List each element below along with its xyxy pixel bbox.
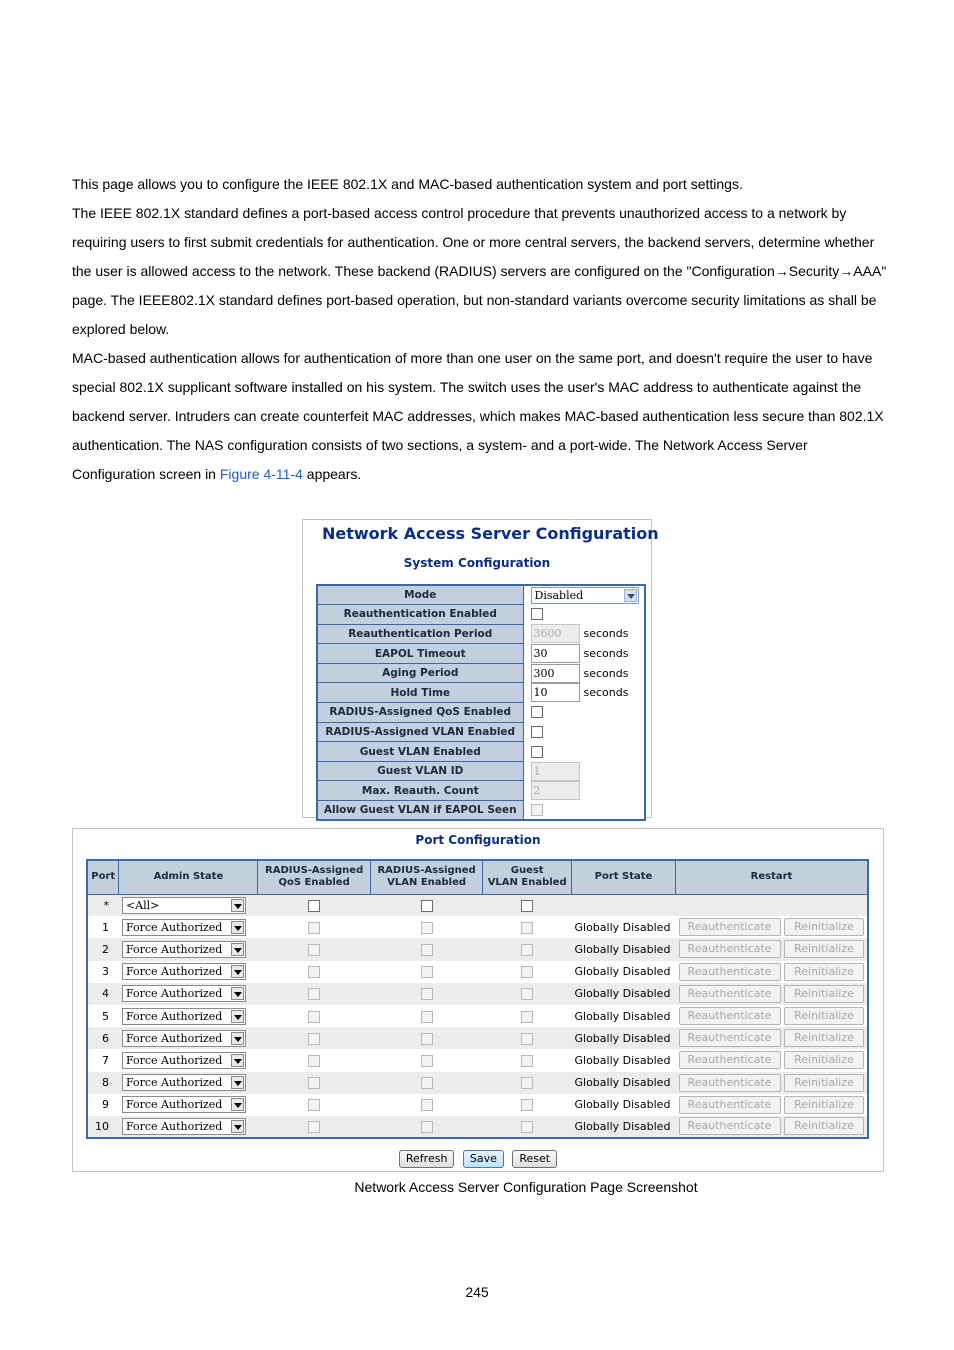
port-state: Globally Disabled: [571, 1072, 675, 1094]
intro-p3-after: appears.: [302, 466, 362, 482]
guest-header-line1: Guest: [510, 865, 544, 877]
port-state: Globally Disabled: [571, 983, 675, 1005]
vlan-checkbox[interactable]: [421, 1099, 433, 1111]
guest-checkbox[interactable]: [521, 1077, 533, 1089]
reauth-enabled-label: Reauthentication Enabled: [317, 605, 523, 625]
admin-state-value: Force Authorized: [125, 1053, 223, 1067]
table-row: [87, 938, 868, 960]
port-number: 8: [87, 1072, 119, 1094]
guest-header: [483, 860, 572, 894]
port-number: 7: [87, 1049, 119, 1071]
reauthenticate-button[interactable]: Reauthenticate: [679, 918, 781, 936]
chevron-down-icon: [231, 987, 244, 1000]
intro-text: [72, 170, 887, 489]
guest-checkbox[interactable]: [521, 1011, 533, 1023]
chevron-down-icon: [231, 943, 244, 956]
reinitialize-button[interactable]: Reinitialize: [784, 918, 864, 936]
guest-checkbox[interactable]: [521, 1121, 533, 1133]
reauthenticate-button[interactable]: Reauthenticate: [679, 1029, 781, 1047]
admin-state-value: Force Authorized: [125, 1031, 223, 1045]
qos-checkbox[interactable]: [308, 1033, 320, 1045]
admin-state-select[interactable]: [122, 1096, 246, 1113]
hold-time-unit: seconds: [583, 686, 629, 700]
port-state: Globally Disabled: [571, 1049, 675, 1071]
chevron-down-icon: [624, 589, 637, 602]
chevron-down-icon: [231, 1010, 244, 1023]
save-button[interactable]: Save: [463, 1150, 504, 1168]
radius-qos-checkbox[interactable]: [531, 706, 543, 718]
guest-checkbox[interactable]: [521, 966, 533, 978]
reauth-enabled-checkbox[interactable]: [531, 608, 543, 620]
qos-checkbox[interactable]: [308, 944, 320, 956]
admin-state-value: Force Authorized: [125, 920, 223, 934]
guest-checkbox-all[interactable]: [521, 900, 533, 912]
admin-state-value: Force Authorized: [125, 1009, 223, 1023]
hold-time-label: Hold Time: [317, 683, 523, 703]
reauth-period-label: Reauthentication Period: [317, 624, 523, 644]
aging-period-unit: seconds: [583, 666, 629, 680]
port-number: 3: [87, 961, 119, 983]
vlan-header: [370, 860, 482, 894]
table-row: [87, 1116, 868, 1138]
intro-paragraph-3: [72, 344, 887, 489]
qos-checkbox[interactable]: [308, 1055, 320, 1067]
vlan-checkbox[interactable]: [421, 922, 433, 934]
qos-checkbox[interactable]: [308, 1077, 320, 1089]
port-cell-all: *: [87, 894, 119, 916]
admin-state-value: Force Authorized: [125, 1119, 223, 1133]
admin-state-value: Force Authorized: [125, 942, 223, 956]
reauthenticate-button[interactable]: Reauthenticate: [679, 1007, 781, 1025]
table-row: [87, 983, 868, 1005]
reinitialize-button[interactable]: Reinitialize: [784, 1007, 864, 1025]
guest-checkbox[interactable]: [521, 988, 533, 1000]
table-row: [87, 961, 868, 983]
reauthenticate-button[interactable]: Reauthenticate: [679, 963, 781, 981]
qos-checkbox[interactable]: [308, 966, 320, 978]
form-buttons: [73, 1149, 883, 1168]
vlan-checkbox[interactable]: [421, 1011, 433, 1023]
admin-state-select[interactable]: [122, 919, 246, 936]
port-state: Globally Disabled: [571, 961, 675, 983]
port-number: 5: [87, 1005, 119, 1027]
table-row-all: [87, 894, 868, 916]
chevron-down-icon: [231, 1076, 244, 1089]
intro-p3-before: MAC-based authentication allows for authentication of more than one user on the same port, and doesn't require the user to have special 802.1X supplicant software installed on his system. The switch uses the user's MAC address to authenticate against the backend server. Intruders can create counterfeit MAC addresses, which makes MAC-based authentication less secure than 802.1X authentication. The NAS configuration consists of two sections, a system- and a port-wide. The Network Access Server Configuration screen in: [72, 350, 884, 482]
reauthenticate-button[interactable]: Reauthenticate: [679, 1051, 781, 1069]
guest-checkbox[interactable]: [521, 1099, 533, 1111]
guest-checkbox[interactable]: [521, 1055, 533, 1067]
figure-caption: Network Access Server Configuration Page Screenshot: [354, 1179, 698, 1195]
reinitialize-button[interactable]: Reinitialize: [784, 1074, 864, 1092]
admin-state-value: Force Authorized: [125, 987, 223, 1001]
mode-select[interactable]: [531, 587, 639, 604]
admin-state-value: Force Authorized: [125, 1076, 223, 1090]
admin-state-select[interactable]: [122, 985, 246, 1002]
vlan-checkbox[interactable]: [421, 988, 433, 1000]
guest-vlan-id-label: Guest VLAN ID: [317, 761, 523, 781]
intro-paragraph-1: This page allows you to configure the IEEE 802.1X and MAC-based authentication system and port settings.: [72, 176, 743, 192]
port-number: 4: [87, 983, 119, 1005]
guest-checkbox[interactable]: [521, 922, 533, 934]
admin-state-select-all[interactable]: [122, 897, 246, 914]
port-config-title: Port Configuration: [415, 833, 541, 847]
aging-period-input[interactable]: 300: [531, 664, 580, 683]
nas-config-title: Network Access Server Configuration: [322, 524, 659, 543]
qos-checkbox[interactable]: [308, 922, 320, 934]
restart-header: Restart: [676, 860, 869, 894]
admin-state-value: Force Authorized: [125, 1098, 223, 1112]
admin-state-select[interactable]: [122, 1052, 246, 1069]
port-header: Port: [87, 860, 119, 894]
port-config-panel: [72, 828, 884, 1172]
reinitialize-button[interactable]: Reinitialize: [784, 1029, 864, 1047]
qos-checkbox[interactable]: [308, 1011, 320, 1023]
port-state: Globally Disabled: [571, 1116, 675, 1138]
admin-state-header: Admin State: [119, 860, 258, 894]
guest-header-line2: VLAN Enabled: [487, 877, 567, 889]
table-row: [87, 1027, 868, 1049]
reinitialize-button[interactable]: Reinitialize: [784, 1051, 864, 1069]
port-config-table: [86, 859, 869, 1139]
chevron-down-icon: [231, 965, 244, 978]
reauthenticate-button[interactable]: Reauthenticate: [679, 940, 781, 958]
reinitialize-button[interactable]: Reinitialize: [784, 1117, 864, 1135]
eapol-timeout-label: EAPOL Timeout: [317, 644, 523, 664]
qos-checkbox[interactable]: [308, 1121, 320, 1133]
chevron-down-icon: [231, 1120, 244, 1133]
system-config-table: [316, 584, 646, 821]
allow-guest-checkbox[interactable]: [531, 804, 543, 816]
hold-time-input[interactable]: 10: [531, 683, 580, 702]
reauthenticate-button[interactable]: Reauthenticate: [679, 1074, 781, 1092]
chevron-down-icon: [231, 1032, 244, 1045]
allow-guest-label: Allow Guest VLAN if EAPOL Seen: [317, 801, 523, 821]
system-config-panel: [302, 519, 659, 818]
port-number: 9: [87, 1094, 119, 1116]
port-state: Globally Disabled: [571, 938, 675, 960]
admin-state-select[interactable]: [122, 1030, 246, 1047]
vlan-checkbox[interactable]: [421, 944, 433, 956]
qos-checkbox-all[interactable]: [308, 900, 320, 912]
admin-state-value-all: <All>: [125, 898, 160, 912]
port-state: Globally Disabled: [571, 1027, 675, 1049]
eapol-timeout-unit: seconds: [583, 647, 629, 661]
admin-state-value: Force Authorized: [125, 965, 223, 979]
vlan-header-line1: RADIUS-Assigned: [377, 865, 476, 877]
vlan-checkbox[interactable]: [421, 1121, 433, 1133]
max-reauth-input[interactable]: 2: [531, 781, 580, 800]
port-state-header: Port State: [571, 860, 675, 894]
guest-vlan-id-input[interactable]: 1: [531, 762, 580, 781]
refresh-button[interactable]: Refresh: [399, 1150, 455, 1168]
port-number: 2: [87, 938, 119, 960]
table-row: [87, 1005, 868, 1027]
admin-state-select[interactable]: [122, 941, 246, 958]
admin-state-select[interactable]: [122, 1118, 246, 1135]
reauthenticate-button[interactable]: Reauthenticate: [679, 1117, 781, 1135]
vlan-checkbox[interactable]: [421, 1033, 433, 1045]
port-state: Globally Disabled: [571, 1005, 675, 1027]
reinitialize-button[interactable]: Reinitialize: [784, 1096, 864, 1114]
vlan-checkbox[interactable]: [421, 1055, 433, 1067]
reauthenticate-button[interactable]: Reauthenticate: [679, 985, 781, 1003]
vlan-checkbox-all[interactable]: [421, 900, 433, 912]
table-row: [87, 1049, 868, 1071]
table-row: [87, 1072, 868, 1094]
chevron-down-icon: [231, 899, 244, 912]
vlan-checkbox[interactable]: [421, 1077, 433, 1089]
system-config-subtitle: System Configuration: [403, 556, 551, 570]
qos-header-line1: RADIUS-Assigned: [265, 865, 364, 877]
chevron-down-icon: [231, 921, 244, 934]
max-reauth-label: Max. Reauth. Count: [317, 781, 523, 801]
vlan-checkbox[interactable]: [421, 966, 433, 978]
port-state: Globally Disabled: [571, 916, 675, 938]
eapol-timeout-input[interactable]: 30: [531, 644, 580, 663]
guest-checkbox[interactable]: [521, 944, 533, 956]
admin-state-select[interactable]: [122, 963, 246, 980]
reauthenticate-button[interactable]: Reauthenticate: [679, 1096, 781, 1114]
reinitialize-button[interactable]: Reinitialize: [784, 985, 864, 1003]
aging-period-label: Aging Period: [317, 663, 523, 683]
chevron-down-icon: [231, 1098, 244, 1111]
reinitialize-button[interactable]: Reinitialize: [784, 940, 864, 958]
admin-state-select[interactable]: [122, 1074, 246, 1091]
qos-checkbox[interactable]: [308, 1099, 320, 1111]
guest-vlan-enabled-label: Guest VLAN Enabled: [317, 742, 523, 762]
figure-link[interactable]: Figure 4-11-4: [219, 466, 303, 482]
intro-paragraph-2: The IEEE 802.1X standard defines a port-based access control procedure that prevents unauthorized access to a network by requiring users to first submit credentials for authentication. One or more central servers, the backend servers, determine whether the user is allowed access to the network. These backend (RADIUS) servers are configured on the "Configuration→Security→AAA" page. The IEEE802.1X standard defines port-based operation, but non-standard variants overcome security limitations as shall be explored below.: [72, 205, 887, 337]
port-rows: [87, 894, 868, 1138]
table-row: [87, 916, 868, 938]
guest-checkbox[interactable]: [521, 1033, 533, 1045]
qos-header-line2: QoS Enabled: [278, 877, 350, 889]
guest-vlan-enabled-checkbox[interactable]: [531, 746, 543, 758]
radius-qos-label: RADIUS-Assigned QoS Enabled: [317, 703, 523, 723]
page-number: 245: [465, 1284, 489, 1300]
reinitialize-button[interactable]: Reinitialize: [784, 963, 864, 981]
qos-checkbox[interactable]: [308, 988, 320, 1000]
port-number: 6: [87, 1027, 119, 1049]
reset-button[interactable]: Reset: [512, 1150, 557, 1168]
port-number: 1: [87, 916, 119, 938]
admin-state-select[interactable]: [122, 1008, 246, 1025]
port-state: Globally Disabled: [571, 1094, 675, 1116]
radius-vlan-label: RADIUS-Assigned VLAN Enabled: [317, 722, 523, 742]
mode-label: Mode: [317, 585, 523, 605]
table-row: [87, 1094, 868, 1116]
chevron-down-icon: [231, 1054, 244, 1067]
reauth-period-unit: seconds: [583, 627, 629, 641]
vlan-header-line2: VLAN Enabled: [387, 877, 467, 889]
radius-vlan-checkbox[interactable]: [531, 726, 543, 738]
reauth-period-input[interactable]: 3600: [531, 624, 580, 643]
mode-value: Disabled: [534, 588, 584, 602]
qos-header: [258, 860, 370, 894]
port-number: 10: [87, 1116, 119, 1138]
